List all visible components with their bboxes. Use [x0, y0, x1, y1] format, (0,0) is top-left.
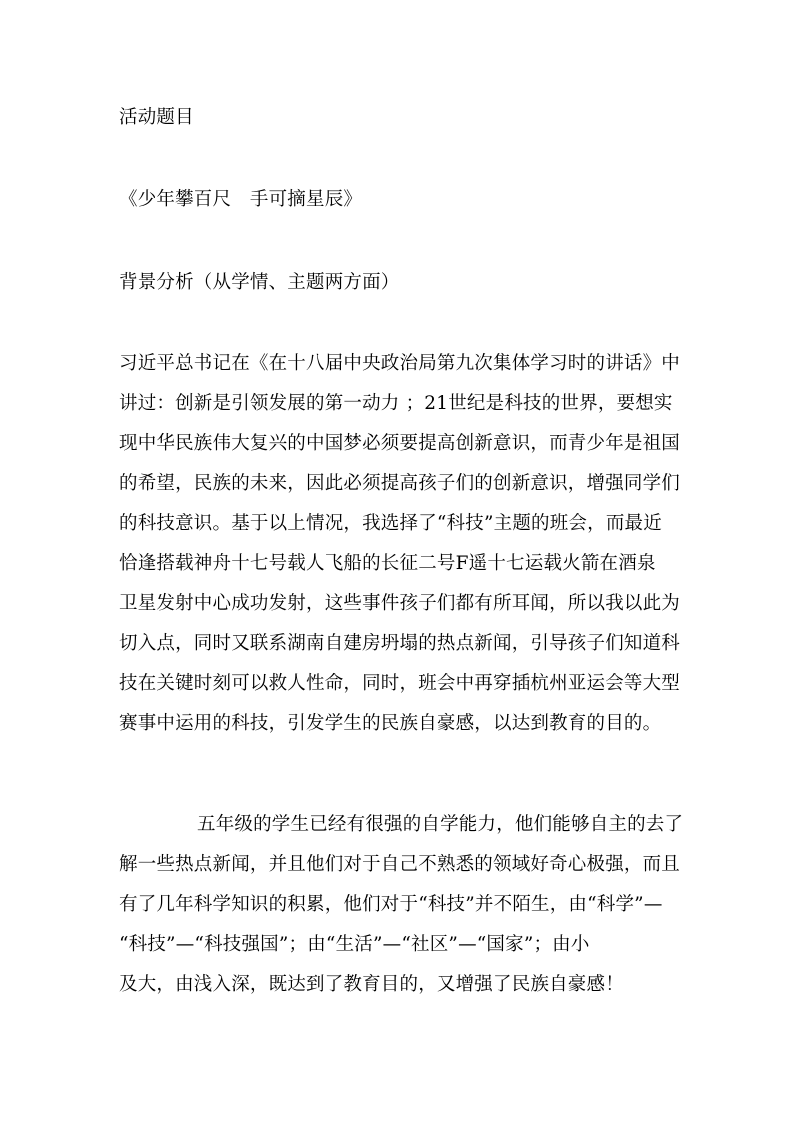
paragraph-2-line: 及大，由浅入深，既达到了教育目的，又增强了民族自豪感！ [119, 974, 624, 995]
activity-topic-heading: 活动题目 [119, 107, 194, 128]
paragraph-1-line: 技在关键时刻可以救人性命，同时，班会中再穿插杭州亚运会等大型 [119, 673, 681, 694]
paragraph-2-line: 有了几年科学知识的积累，他们对于“科技”并不陌生，由“科学”— [119, 894, 663, 915]
paragraph-1-line: 切入点，同时又联系湖南自建房坍塌的热点新闻，引导孩子们知道科 [119, 633, 681, 654]
activity-title: 《少年攀百尺 手可摘星辰》 [119, 189, 363, 210]
paragraph-2-line: 解一些热点新闻，并且他们对于自己不熟悉的领域好奇心极强，而且 [119, 854, 681, 875]
paragraph-1-line: 恰逢搭载神舟十七号载人飞船的长征二号F遥十七运载火箭在酒泉 [119, 553, 656, 574]
background-analysis-heading: 背景分析（从学情、主题两方面） [119, 272, 400, 293]
paragraph-2-line: “科技”—“科技强国”；由“生活”—“社区”—“国家”；由小 [119, 934, 590, 955]
paragraph-1-line: 习近平总书记在《在十八届中央政治局第九次集体学习时的讲话》中 [119, 353, 681, 374]
paragraph-1-line: 的科技意识。基于以上情况，我选择了“科技”主题的班会，而最近 [119, 513, 662, 534]
paragraph-1-line: 赛事中运用的科技，引发学生的民族自豪感，以达到教育的目的。 [119, 713, 662, 734]
paragraph-1-line: 的希望，民族的未来，因此必须提高孩子们的创新意识，增强同学们 [119, 473, 681, 494]
paragraph-1-line: 讲过：创新是引领发展的第一动力 ；21世纪是科技的世界，要想实 [119, 393, 673, 414]
paragraph-1-line: 现中华民族伟大复兴的中国梦必须要提高创新意识，而青少年是祖国 [119, 433, 681, 454]
paragraph-1-line: 卫星发射中心成功发射，这些事件孩子们都有所耳闻，所以我以此为 [119, 593, 681, 614]
paragraph-2-line: 五年级的学生已经有很强的自学能力，他们能够自主的去了 [197, 814, 684, 835]
